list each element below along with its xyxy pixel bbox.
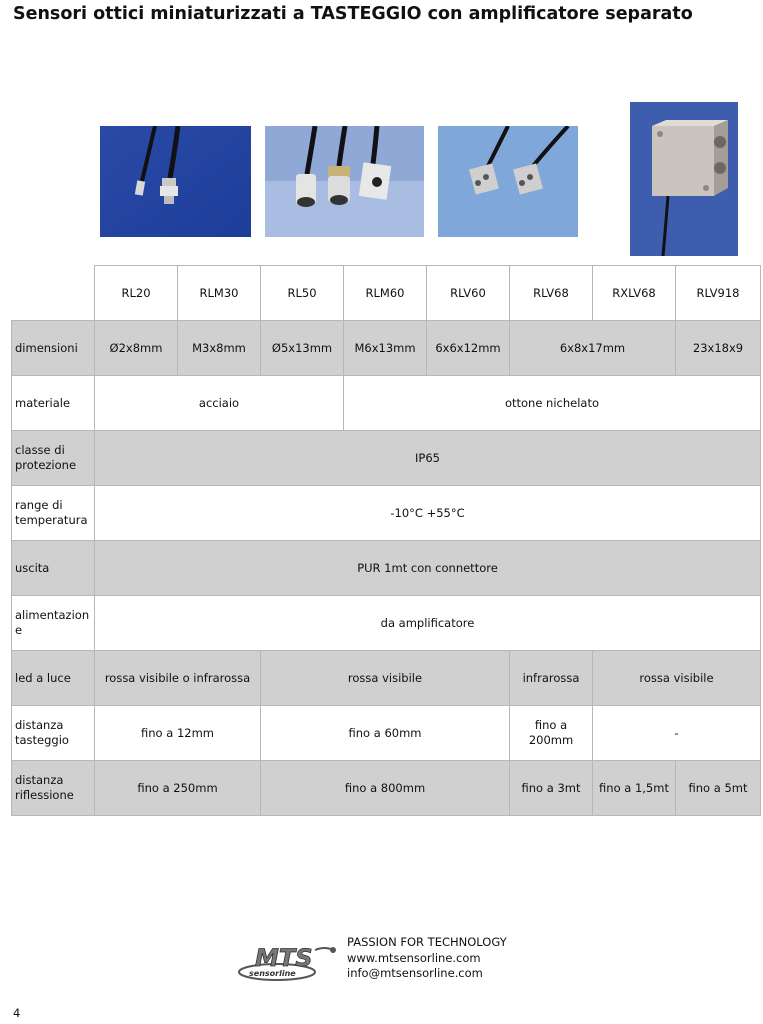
table-cell: rossa visibile	[593, 651, 761, 706]
table-cell: ottone nichelato	[344, 376, 761, 431]
row-label: dimensioni	[12, 321, 95, 376]
row-label: led a luce	[12, 651, 95, 706]
table-cell: 23x18x9	[676, 321, 761, 376]
row-dimensioni	[12, 321, 761, 376]
svg-text:sensorline: sensorline	[249, 969, 296, 978]
table-cell: rossa visibile o infrarossa	[95, 651, 261, 706]
tagline: PASSION FOR TECHNOLOGY	[347, 935, 507, 949]
col-header: RLM30	[178, 266, 261, 321]
table-cell: fino a 3mt	[510, 761, 593, 816]
table-cell: M3x8mm	[178, 321, 261, 376]
row-distanza-tasteggio	[12, 706, 761, 761]
row-distanza-riflessione	[12, 761, 761, 816]
photo-rl20-rlm30	[100, 126, 251, 237]
table-cell: rossa visibile	[261, 651, 510, 706]
table-cell: fino a 1,5mt	[593, 761, 676, 816]
mts-logo	[237, 938, 337, 984]
row-uscita	[12, 541, 761, 596]
row-alimentazione	[12, 596, 761, 651]
table-cell: 6x6x12mm	[427, 321, 510, 376]
col-header: RLM60	[344, 266, 427, 321]
row-range-temperatura	[12, 486, 761, 541]
page-title: Sensori ottici miniaturizzati a TASTEGGIO con amplificatore separato	[13, 4, 693, 24]
col-header: RL20	[95, 266, 178, 321]
table-cell: M6x13mm	[344, 321, 427, 376]
col-header: RLV918	[676, 266, 761, 321]
col-header: RLV68	[510, 266, 593, 321]
table-cell: 6x8x17mm	[510, 321, 676, 376]
table-cell: da amplificatore	[95, 596, 761, 651]
photo-rl50-rlm60-rlv60	[265, 126, 424, 237]
table-cell: infrarossa	[510, 651, 593, 706]
col-header: RL50	[261, 266, 344, 321]
table-cell: fino a 12mm	[95, 706, 261, 761]
col-header: RLV60	[427, 266, 510, 321]
email-link[interactable]: info@mtsensorline.com	[347, 966, 483, 980]
corner-cell	[12, 266, 95, 321]
footer-contact	[347, 935, 507, 982]
table-cell: acciaio	[95, 376, 344, 431]
website-link[interactable]: www.mtsensorline.com	[347, 950, 481, 965]
table-cell: fino a 5mt	[676, 761, 761, 816]
row-label: uscita	[12, 541, 95, 596]
row-label: classe di protezione	[12, 431, 95, 486]
table-cell: fino a 200mm	[510, 706, 593, 761]
table-cell: -	[593, 706, 761, 761]
row-label: alimentazion e	[12, 596, 95, 651]
table-cell: IP65	[95, 431, 761, 486]
table-cell: Ø2x8mm	[95, 321, 178, 376]
row-label: distanza riflessione	[12, 761, 95, 816]
table-cell: fino a 800mm	[261, 761, 510, 816]
table-cell: -10°C +55°C	[95, 486, 761, 541]
row-label: materiale	[12, 376, 95, 431]
table-cell: fino a 60mm	[261, 706, 510, 761]
table-cell: PUR 1mt con connettore	[95, 541, 761, 596]
row-led	[12, 651, 761, 706]
page-number: 4	[13, 1006, 21, 1020]
row-materiale	[12, 376, 761, 431]
row-label: range di temperatura	[12, 486, 95, 541]
table-cell: Ø5x13mm	[261, 321, 344, 376]
photo-rlv68-rxlv68	[438, 126, 578, 237]
svg-text:MTS: MTS	[255, 944, 313, 972]
header-row	[12, 266, 761, 321]
table-cell: fino a 250mm	[95, 761, 261, 816]
spec-table	[11, 265, 761, 816]
col-header: RXLV68	[593, 266, 676, 321]
photo-rlv918	[630, 102, 738, 256]
row-label: distanza tasteggio	[12, 706, 95, 761]
row-classe-protezione	[12, 431, 761, 486]
